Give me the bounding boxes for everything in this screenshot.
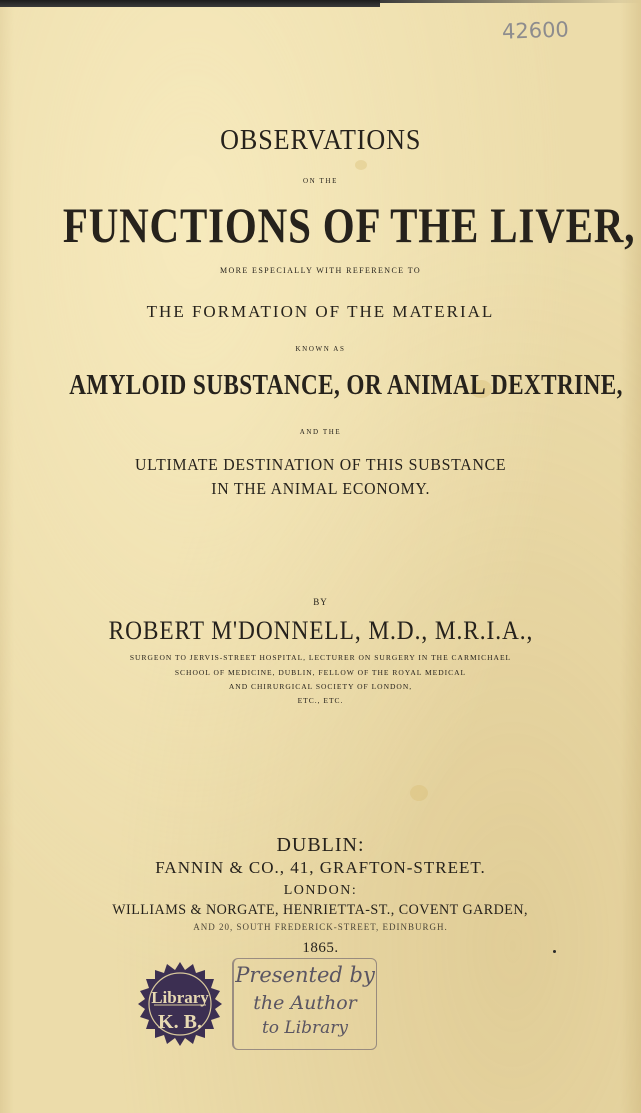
inscription-line: the Author — [253, 992, 357, 1014]
author-credential: SURGEON TO JERVIS-STREET HOSPITAL, LECTURER ON SURGERY IN THE CARMICHAEL — [129, 653, 512, 662]
foxing-spot — [355, 160, 367, 170]
imprint-london: LONDON: — [283, 883, 358, 898]
ink-dot — [553, 950, 556, 953]
foxing-spot — [410, 785, 428, 801]
imprint-edinburgh: AND 20, SOUTH FREDERICK-STREET, EDINBURGH. — [193, 922, 448, 932]
top-binding-shadow — [0, 0, 380, 7]
imprint-city: DUBLIN: — [276, 834, 365, 856]
imprint-london-publisher: WILLIAMS & NORGATE, HENRIETTA-ST., COVENT GARDEN, — [112, 902, 529, 918]
title-observations: OBSERVATIONS — [219, 124, 422, 156]
library-stamp — [138, 962, 222, 1046]
stamp-initials: K. B. — [158, 1011, 202, 1033]
author-by: BY — [313, 597, 328, 607]
imprint-year: 1865. — [302, 940, 339, 956]
top-binding-fade — [380, 0, 641, 3]
subtitle-formation: THE FORMATION OF THE MATERIAL — [146, 302, 495, 321]
author-credential: AND CHIRURGICAL SOCIETY OF LONDON, — [228, 682, 413, 691]
author-name: ROBERT M'DONNELL, M.D., M.R.I.A., — [108, 616, 533, 645]
author-credential: SCHOOL OF MEDICINE, DUBLIN, FELLOW OF THE ROYAL MEDICAL — [174, 668, 467, 677]
subtitle-ultimate: ULTIMATE DESTINATION OF THIS SUBSTANCE — [134, 455, 507, 474]
subtitle-more-especially: MORE ESPECIALLY WITH REFERENCE TO — [219, 266, 422, 275]
subtitle-and-the: AND THE — [299, 428, 342, 436]
inscription-line: to Library — [261, 1018, 349, 1038]
handwritten-inscription — [232, 958, 377, 1050]
pencil-shelfmark: 42600 — [501, 17, 570, 44]
inscription-line: Presented by — [235, 963, 375, 987]
main-title: FUNCTIONS OF THE LIVER, — [62, 197, 636, 253]
subtitle-amyloid: AMYLOID SUBSTANCE, OR ANIMAL DEXTRINE, — [69, 369, 623, 401]
title-on-the: ON THE — [303, 177, 338, 185]
subtitle-economy: IN THE ANIMAL ECONOMY. — [211, 479, 430, 498]
author-credential: ETC., ETC. — [297, 696, 344, 705]
subtitle-known-as: KNOWN AS — [295, 345, 346, 353]
stamp-top-text: Library — [151, 988, 209, 1007]
imprint-publisher: FANNIN & CO., 41, GRAFTON-STREET. — [155, 858, 486, 877]
